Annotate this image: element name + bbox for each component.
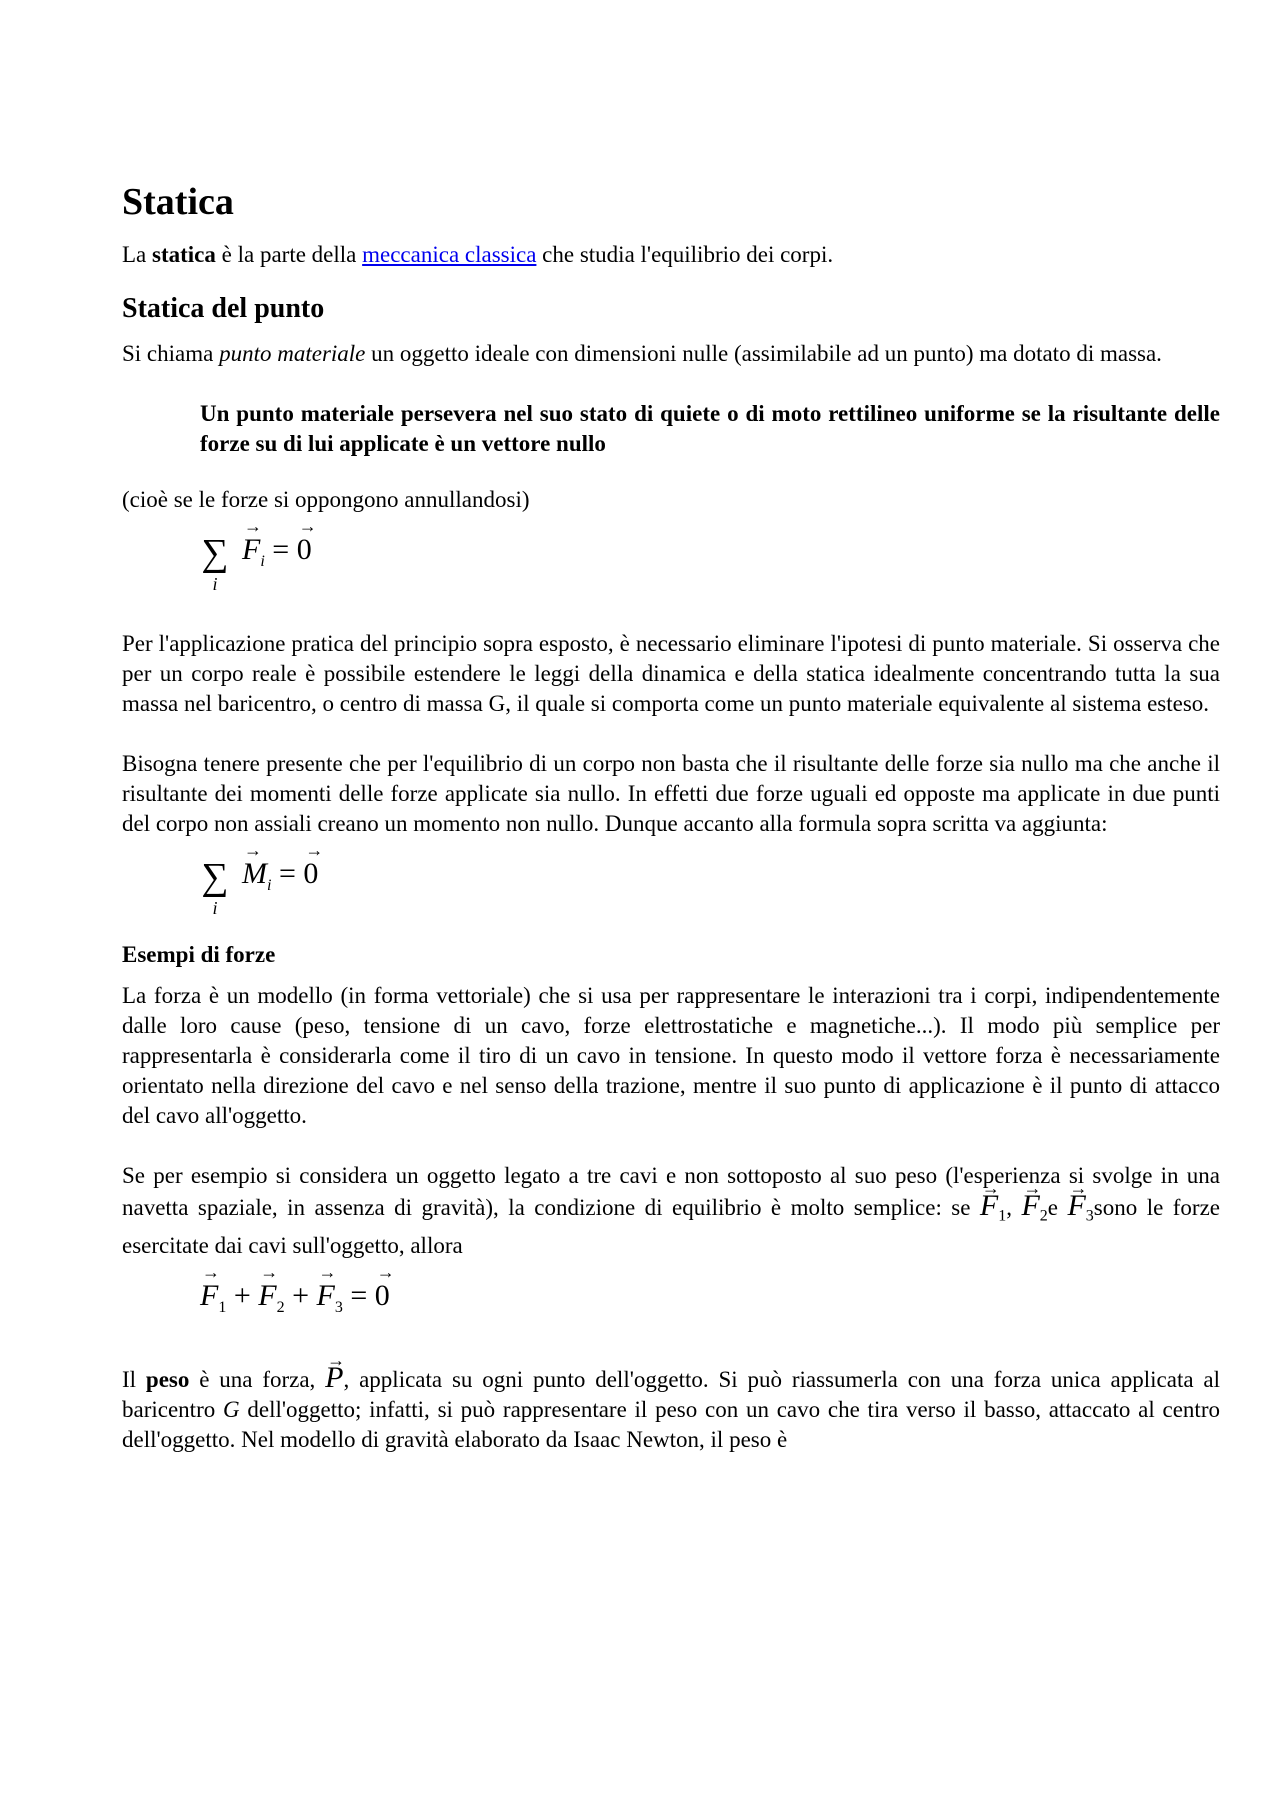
text: è una forza, bbox=[189, 1367, 326, 1393]
subscript: i bbox=[260, 553, 265, 571]
sigma-symbol: ∑ bbox=[201, 532, 229, 575]
subscript: 3 bbox=[334, 1299, 343, 1317]
formula-sum-forces bbox=[200, 533, 1220, 603]
intro-paragraph bbox=[122, 240, 1220, 270]
subscript: i bbox=[267, 877, 272, 895]
vector-f1: → F bbox=[980, 1191, 998, 1221]
intro-text: è la parte della bbox=[215, 241, 363, 267]
text: , bbox=[1006, 1194, 1022, 1220]
vector-f2: → F bbox=[258, 1281, 276, 1311]
text: Si chiama bbox=[122, 341, 220, 367]
text: Se per esempio si considera un oggetto legato a tre cavi e non sottoposto al suo peso (l'esperienza si svolge in una navetta spaziale, in assenza di gravità), la condizione di equilibrio è molto semplice: se bbox=[122, 1162, 1220, 1220]
document-page bbox=[122, 170, 1220, 1485]
text: un oggetto ideale con dimensioni nulle (assimilabile ad un punto) ma dotato di massa. bbox=[365, 341, 1162, 367]
subscript: 3 bbox=[1085, 1207, 1094, 1225]
page-title: Statica bbox=[122, 181, 234, 223]
sum-index: i bbox=[212, 574, 218, 595]
subscript: 2 bbox=[276, 1299, 285, 1317]
formula-term bbox=[242, 535, 312, 570]
plus-sign: + bbox=[284, 1279, 317, 1313]
section-heading-statica-del-punto: Statica del punto bbox=[122, 292, 325, 324]
intro-bold-term: statica bbox=[152, 241, 216, 267]
equals-sign: = bbox=[342, 1279, 375, 1313]
zero-vector: → 0 bbox=[375, 1281, 390, 1311]
summation bbox=[200, 533, 230, 595]
italic-term: G bbox=[222, 1397, 240, 1423]
formula-term bbox=[242, 859, 318, 894]
paragraph-tre-cavi bbox=[122, 1161, 1220, 1262]
text: sono le forze esercitate dai cavi sull'oggetto, allora bbox=[122, 1194, 1220, 1259]
vector-p: → P bbox=[325, 1363, 343, 1393]
subscript: 1 bbox=[998, 1207, 1007, 1225]
vector-f3: → F bbox=[317, 1281, 335, 1311]
subscript: 2 bbox=[1039, 1207, 1048, 1225]
equals-sign: = bbox=[271, 857, 304, 891]
text: Il bbox=[122, 1367, 146, 1393]
paragraph-peso bbox=[122, 1363, 1220, 1455]
text: , applicata su ogni punto dell'oggetto. Si può riassumerla con una forza unica applicata al baricentro bbox=[122, 1367, 1220, 1423]
italic-term: punto materiale bbox=[219, 341, 366, 367]
paragraph-forza-modello: La forza è un modello (in forma vettoriale) che si usa per rappresentare le interazioni tra i corpi, indipendentemente dalle loro cause (peso, tensione di un cavo, forze elettrostatiche e magnetiche...). Il modo più semplice per rappresentarla è considerarla come il tiro di un cavo in tensione. In questo modo il vettore forza è necessariamente orientato nella direzione del cavo e nel senso della trazione, mentre il suo punto di applicazione è il punto di attacco del cavo all'oggetto. bbox=[122, 982, 1220, 1128]
text: dell'oggetto; infatti, si può rappresentare il peso con un cavo che tira verso il basso, attaccato al centro dell'oggetto. Nel modello di gravità elaborato da Isaac Newton, il peso è bbox=[122, 1397, 1220, 1453]
intro-text: che studia l'equilibrio dei corpi. bbox=[536, 241, 834, 267]
principle-quote: Un punto materiale persevera nel suo stato di quiete o di moto rettilineo uniforme se la risultante delle forze su di lui applicate è un vettore nullo bbox=[200, 401, 1220, 457]
section-heading-esempi-di-forze: Esempi di forze bbox=[122, 942, 276, 968]
summation bbox=[200, 857, 230, 919]
paragraph-punto-materiale bbox=[122, 339, 1220, 369]
zero-vector: → 0 bbox=[297, 535, 312, 565]
equals-sign: = bbox=[264, 533, 297, 567]
subscript: 1 bbox=[218, 1299, 227, 1317]
intro-text: La bbox=[122, 241, 153, 267]
formula-term bbox=[200, 1281, 390, 1316]
paragraph-momenti: Bisogna tenere presente che per l'equilibrio di un corpo non basta che il risultante delle forze sia nullo ma che anche il risultante dei momenti delle forze applicate sia nullo. In effetti due forze uguali ed opposte ma applicate in due punti del corpo non assiali creano un momento non nullo. Dunque accanto alla formula sopra scritta va aggiunta: bbox=[122, 751, 1220, 837]
plus-sign: + bbox=[226, 1279, 259, 1313]
paragraph-baricentro: Per l'applicazione pratica del principio sopra esposto, è necessario eliminare l'ipotesi di punto materiale. Si osserva che per un corpo reale è possibile estendere le leggi della dinamica e della statica idealmente concentrando tutta la sua massa nel baricentro, o centro di massa G, il quale si comporta come un punto materiale equivalente al sistema esteso. bbox=[122, 631, 1220, 717]
meccanica-classica-link[interactable]: meccanica classica bbox=[362, 241, 537, 267]
bold-term: peso bbox=[145, 1367, 190, 1393]
zero-vector: → 0 bbox=[303, 859, 318, 889]
paragraph-note: (cioè se le forze si oppongono annullandosi) bbox=[122, 487, 530, 513]
vector-f1: → F bbox=[200, 1281, 218, 1311]
formula-three-forces bbox=[200, 1279, 1220, 1337]
vector-m: → M bbox=[242, 859, 267, 889]
vector-f3: → F bbox=[1067, 1191, 1085, 1221]
vector-f: → F bbox=[242, 535, 260, 565]
vector-f2: → F bbox=[1021, 1191, 1039, 1221]
text: e bbox=[1047, 1194, 1068, 1220]
sigma-symbol: ∑ bbox=[201, 856, 229, 899]
sum-index: i bbox=[212, 898, 218, 919]
formula-sum-moments bbox=[200, 856, 1220, 919]
